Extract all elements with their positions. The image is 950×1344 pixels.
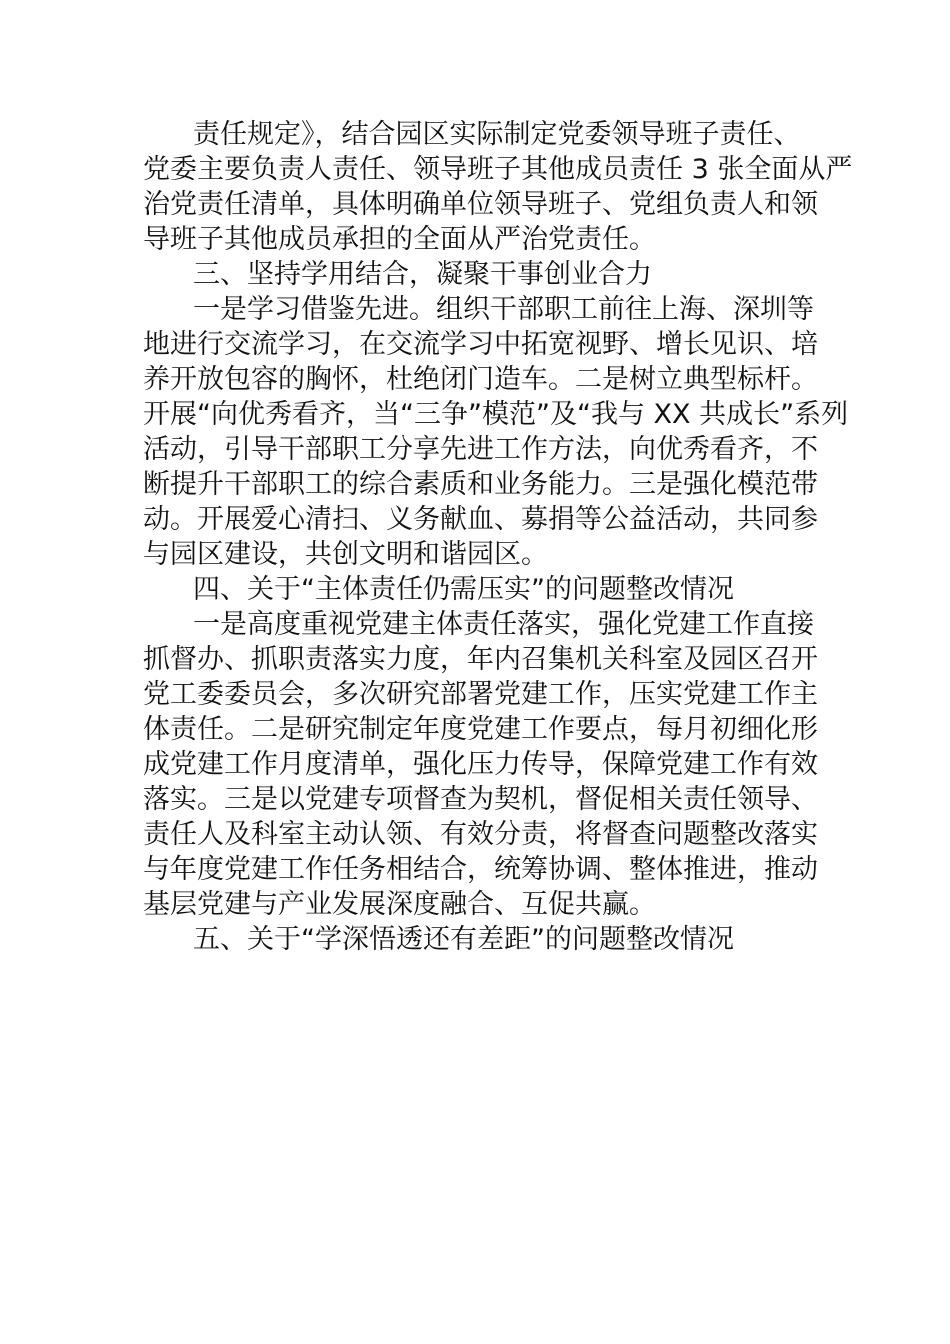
text-line: 落实。三是以党建专项督查为契机，督促相关责任领导、 — [143, 784, 818, 815]
text-line: 成党建工作月度清单，强化压力传导，保障党建工作有效 — [143, 749, 818, 780]
section-heading: 四、关于“主体责任仍需压实”的问题整改情况 — [193, 574, 734, 605]
text-line: 责任人及科室主动认领、有效分责，将督查问题整改落实 — [143, 819, 818, 850]
text-line: 治党责任清单，具体明确单位领导班子、党组负责人和领 — [143, 189, 818, 220]
section-heading: 三、坚持学用结合，凝聚干事创业合力 — [193, 259, 652, 290]
text-line: 活动，引导干部职工分享先进工作方法，向优秀看齐，不 — [143, 434, 818, 465]
text-line: 开展“向优秀看齐，当“三争”模范”及“我与 XX 共成长”系列 — [143, 399, 849, 430]
text-line: 地进行交流学习，在交流学习中拓宽视野、增长见识、培 — [143, 329, 818, 360]
text-line: 与园区建设，共创文明和谐园区。 — [143, 539, 548, 570]
text-line: 党工委委员会，多次研究部署党建工作，压实党建工作主 — [143, 679, 818, 710]
text-line: 基层党建与产业发展深度融合、互促共赢。 — [143, 889, 656, 920]
text-line: 责任规定》，结合园区实际制定党委领导班子责任、 — [193, 119, 801, 150]
text-line: 养开放包容的胸怀，杜绝闭门造车。二是树立典型标杆。 — [143, 364, 818, 395]
text-line: 一是学习借鉴先进。组织干部职工前往上海、深圳等 — [193, 294, 814, 325]
text-line: 党委主要负责人责任、领导班子其他成员责任 3 张全面从严 — [143, 154, 853, 185]
text-line: 与年度党建工作任务相结合，统筹协调、整体推进，推动 — [143, 854, 818, 885]
text-line: 断提升干部职工的综合素质和业务能力。三是强化模范带 — [143, 469, 818, 500]
text-line: 导班子其他成员承担的全面从严治党责任。 — [143, 224, 656, 255]
section-heading: 五、关于“学深悟透还有差距”的问题整改情况 — [193, 924, 734, 955]
text-line: 抓督办、抓职责落实力度，年内召集机关科室及园区召开 — [143, 644, 818, 675]
text-line: 动。开展爱心清扫、义务献血、募捐等公益活动，共同参 — [143, 504, 818, 535]
text-line: 体责任。二是研究制定年度党建工作要点，每月初细化形 — [143, 714, 818, 745]
text-line: 一是高度重视党建主体责任落实，强化党建工作直接 — [193, 609, 814, 640]
